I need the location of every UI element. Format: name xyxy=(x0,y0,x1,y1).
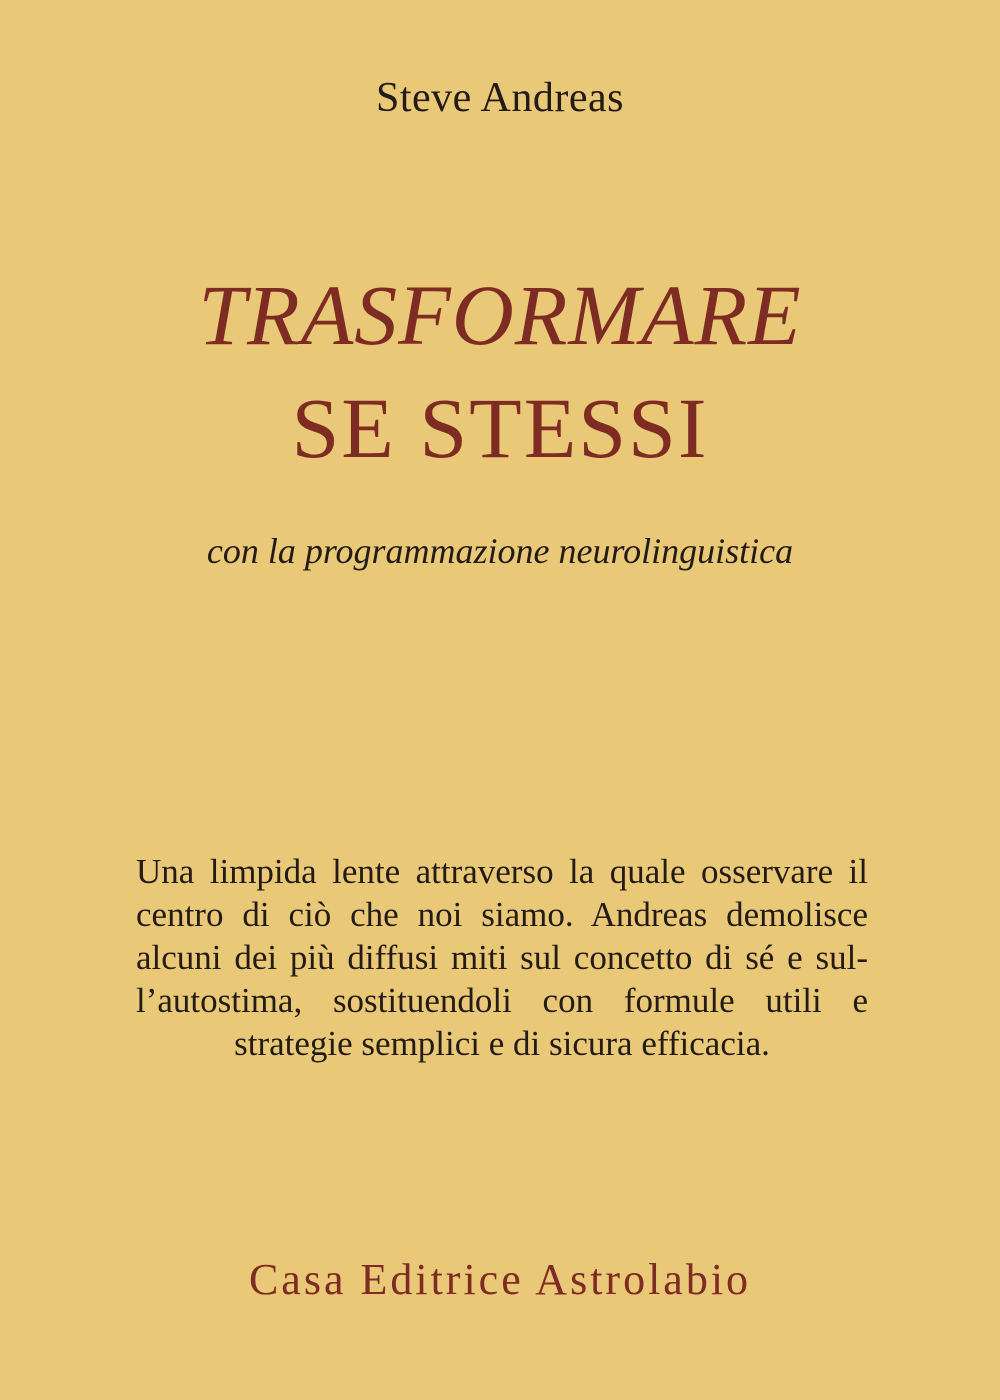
author-name: Steve Andreas xyxy=(376,75,624,121)
subtitle: con la programmazione neurolinguistica xyxy=(206,531,794,571)
blurb-line: alcuni dei più diffusi miti sul concetto di sé e sul- xyxy=(136,938,868,977)
blurb-line: Una limpida lente attraverso la quale osservare il xyxy=(136,852,868,891)
blurb xyxy=(136,850,868,1065)
title-line-1: TRASFORMARE xyxy=(198,267,802,363)
title-line-2: SE STESSI xyxy=(291,380,709,476)
blurb-line: l’autostima, sostituendoli con formule utili e xyxy=(136,981,868,1020)
publisher-name: Casa Editrice Astrolabio xyxy=(248,1255,752,1304)
blurb-line: centro di ciò che noi siamo. Andreas demolisce xyxy=(136,895,868,934)
blurb-line: strategie semplici e di sicura efficacia. xyxy=(234,1024,770,1063)
